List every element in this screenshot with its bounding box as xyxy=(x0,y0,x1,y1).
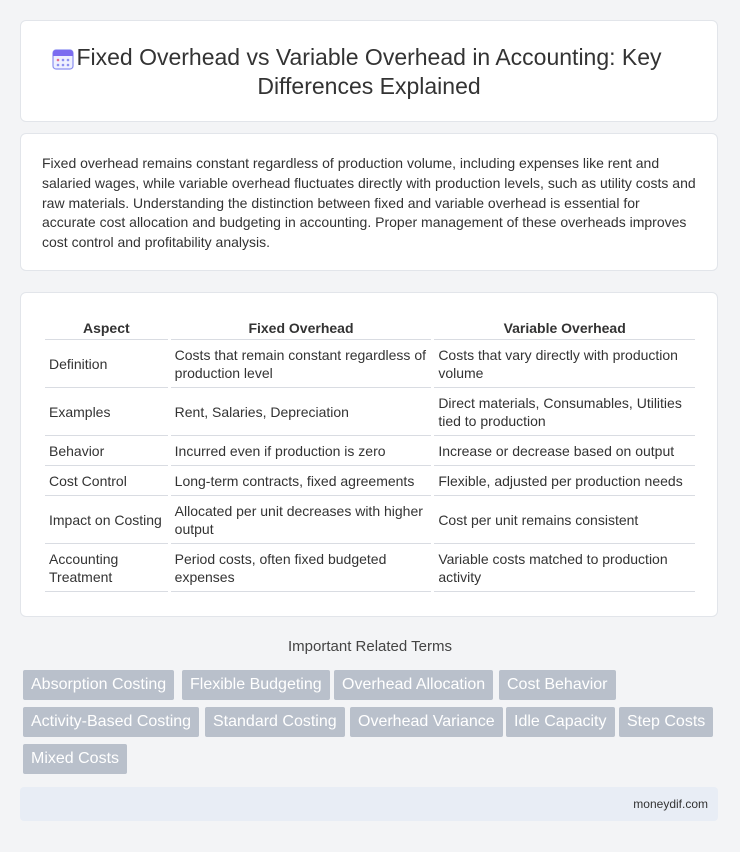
table-cell: Rent, Salaries, Depreciation xyxy=(171,388,432,436)
intro-card xyxy=(20,133,718,271)
tag-standard-costing[interactable]: Standard Costing xyxy=(205,707,345,737)
table-cell: Long-term contracts, fixed agreements xyxy=(171,466,432,496)
column-header-variable: Variable Overhead xyxy=(434,315,695,340)
table-cell: Impact on Costing xyxy=(45,496,168,544)
table-cell: Cost per unit remains consistent xyxy=(434,496,695,544)
comparison-card xyxy=(20,292,718,617)
tag-flexible-budgeting[interactable]: Flexible Budgeting xyxy=(182,670,330,700)
table-cell: Accounting Treatment xyxy=(45,544,168,592)
tag-absorption-costing[interactable]: Absorption Costing xyxy=(23,670,174,700)
comparison-table xyxy=(42,315,698,592)
table-cell: Increase or decrease based on output xyxy=(434,436,695,466)
column-header-fixed: Fixed Overhead xyxy=(171,315,432,340)
title-card xyxy=(20,20,718,122)
related-terms-heading: Important Related Terms xyxy=(288,638,452,655)
tag-mixed-costs[interactable]: Mixed Costs xyxy=(23,744,127,774)
page-title-line-2: Differences Explained xyxy=(257,73,481,99)
table-row xyxy=(45,544,695,592)
table-row xyxy=(45,436,695,466)
footer-site-name[interactable]: moneydif.com xyxy=(633,797,708,811)
column-header-aspect: Aspect xyxy=(45,315,168,340)
table-cell: Costs that remain constant regardless of production level xyxy=(171,340,432,388)
page-title-line-1: Fixed Overhead vs Variable Overhead in Accounting: Key xyxy=(76,44,662,70)
table-cell: Flexible, adjusted per production needs xyxy=(434,466,695,496)
table-cell: Examples xyxy=(45,388,168,436)
table-cell: Direct materials, Consumables, Utilities tied to production xyxy=(434,388,695,436)
table-cell: Behavior xyxy=(45,436,168,466)
table-cell: Definition xyxy=(45,340,168,388)
table-row xyxy=(45,388,695,436)
tag-overhead-allocation[interactable]: Overhead Allocation xyxy=(334,670,493,700)
table-row xyxy=(45,466,695,496)
table-header-row xyxy=(45,315,695,340)
table-cell: Incurred even if production is zero xyxy=(171,436,432,466)
footer xyxy=(20,787,718,821)
page-title xyxy=(41,43,697,101)
tag-activity-based-costing[interactable]: Activity-Based Costing xyxy=(23,707,199,737)
table-cell: Costs that vary directly with production volume xyxy=(434,340,695,388)
table-cell: Allocated per unit decreases with higher output xyxy=(171,496,432,544)
table-row xyxy=(45,496,695,544)
tag-step-costs[interactable]: Step Costs xyxy=(619,707,713,737)
intro-paragraph: Fixed overhead remains constant regardless of production volume, including expenses like rent and salaried wages, while variable overhead fluctuates directly with production levels, such as utility costs and raw materials. Understanding the distinction between fixed and variable overhead is essential for accurate cost allocation and budgeting in accounting. Proper management of these overheads improves cost control and profitability analysis. xyxy=(42,155,696,251)
tag-cost-behavior[interactable]: Cost Behavior xyxy=(499,670,616,700)
tag-idle-capacity[interactable]: Idle Capacity xyxy=(506,707,615,737)
table-row xyxy=(45,340,695,388)
table-cell: Variable costs matched to production activity xyxy=(434,544,695,592)
tag-overhead-variance[interactable]: Overhead Variance xyxy=(350,707,503,737)
table-cell: Period costs, often fixed budgeted expenses xyxy=(171,544,432,592)
table-cell: Cost Control xyxy=(45,466,168,496)
